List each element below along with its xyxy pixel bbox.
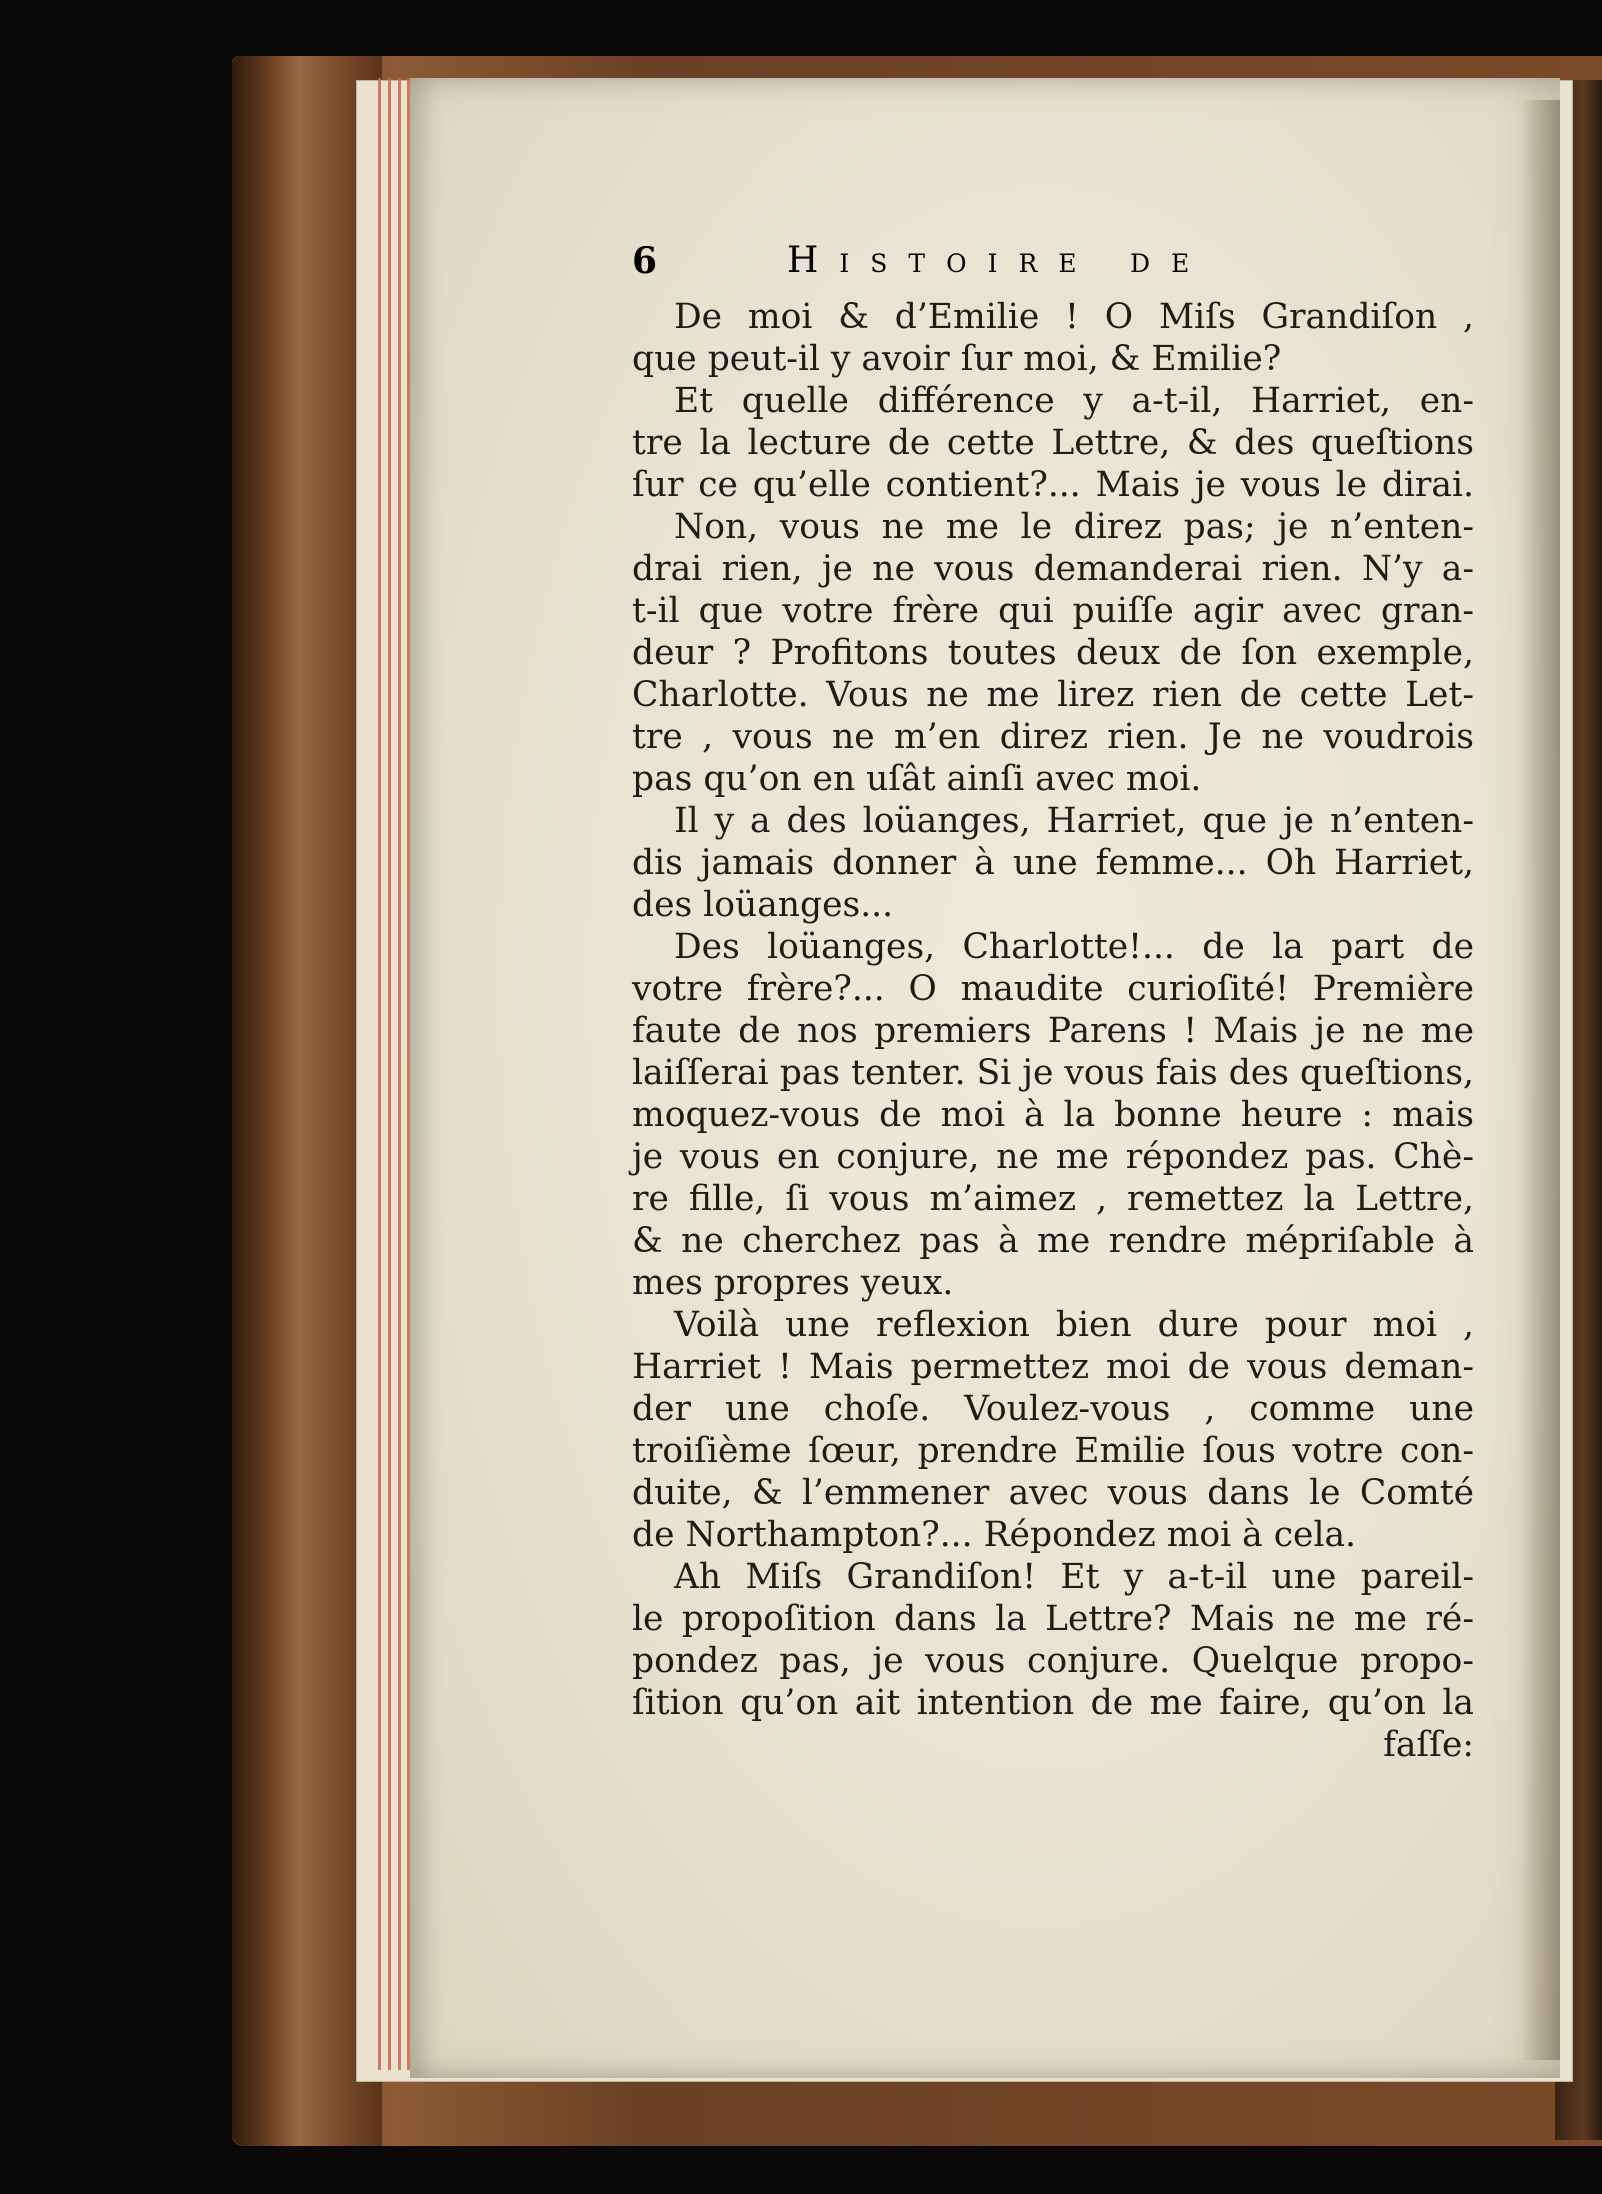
- text-line: Des loüanges, Charlotte!... de la part de: [674, 927, 1474, 967]
- text-line: moquez-vous de moi à la bonne heure : mais: [632, 1095, 1474, 1135]
- text-line: ſition qu’on ait intention de me faire, qu’on la: [632, 1683, 1474, 1723]
- text-line: & ne cherchez pas à me rendre mépriſable à: [632, 1221, 1474, 1261]
- text-line: pondez pas, je vous conjure. Quelque propo-: [632, 1641, 1474, 1681]
- page-gutter-shadow: [1520, 100, 1560, 2060]
- text-line: tre , vous ne m’en direz rien. Je ne voudrois: [632, 717, 1474, 757]
- text-line: troiſième ſœur, prendre Emilie ſous votre con-: [632, 1431, 1474, 1471]
- page-header: [632, 240, 1392, 286]
- red-page-edge: [388, 78, 391, 2070]
- text-line: drai rien, je ne vous demanderai rien. N’y a-: [632, 549, 1474, 589]
- page-number: 6: [632, 240, 658, 282]
- text-line: Et quelle différence y a-t-il, Harriet, en-: [674, 381, 1474, 421]
- page-body-text: [632, 296, 1474, 1766]
- text-line: Ah Miſs Grandiſon! Et y a-t-il une pareil-: [674, 1557, 1474, 1597]
- text-line: ſur ce qu’elle contient?... Mais je vous le dirai.: [632, 465, 1474, 505]
- text-line: t-il que votre frère qui puiſſe agir avec gran-: [632, 591, 1474, 631]
- text-line: Voilà une reflexion bien dure pour moi ,: [674, 1305, 1474, 1345]
- text-line: deur ? Profitons toutes deux de ſon exemple,: [632, 633, 1474, 673]
- text-line: que peut-il y avoir ſur moi, & Emilie?: [632, 339, 1282, 379]
- text-line: pas qu’on en uſât ainſi avec moi.: [632, 759, 1202, 799]
- text-line: je vous en conjure, ne me répondez pas. Chè-: [632, 1137, 1474, 1177]
- running-title: Histoire de: [787, 240, 1211, 281]
- text-line: faute de nos premiers Parens ! Mais je ne me: [632, 1011, 1474, 1051]
- text-line: Il y a des loüanges, Harriet, que je n’enten-: [674, 801, 1474, 841]
- text-line: laiſſerai pas tenter. Si je vous fais des queſtions,: [632, 1053, 1474, 1093]
- text-line: votre frère?... O maudite curioſité! Première: [632, 969, 1474, 1009]
- text-line: tre la lecture de cette Lettre, & des queſtions: [632, 423, 1474, 463]
- text-line: duite, & l’emmener avec vous dans le Comté: [632, 1473, 1474, 1513]
- text-line: Charlotte. Vous ne me lirez rien de cette Let-: [632, 675, 1474, 715]
- text-line: faſſe:: [1383, 1725, 1474, 1765]
- text-line: dis jamais donner à une femme... Oh Harriet,: [632, 843, 1474, 883]
- text-line: des loüanges...: [632, 885, 894, 925]
- text-line: der une choſe. Voulez-vous , comme une: [632, 1389, 1474, 1429]
- red-page-edge: [378, 78, 381, 2070]
- text-line: le propoſition dans la Lettre? Mais ne me ré-: [632, 1599, 1474, 1639]
- text-line: mes propres yeux.: [632, 1263, 954, 1303]
- text-line: re fille, ſi vous m’aimez , remettez la Lettre,: [632, 1179, 1474, 1219]
- text-line: Harriet ! Mais permettez moi de vous deman-: [632, 1347, 1474, 1387]
- red-page-edge: [398, 78, 401, 2070]
- text-line: de Northampton?... Répondez moi à cela.: [632, 1515, 1357, 1555]
- text-line: De moi & d’Emilie ! O Miſs Grandiſon ,: [674, 297, 1474, 337]
- text-line: Non, vous ne me le direz pas; je n’enten-: [674, 507, 1474, 547]
